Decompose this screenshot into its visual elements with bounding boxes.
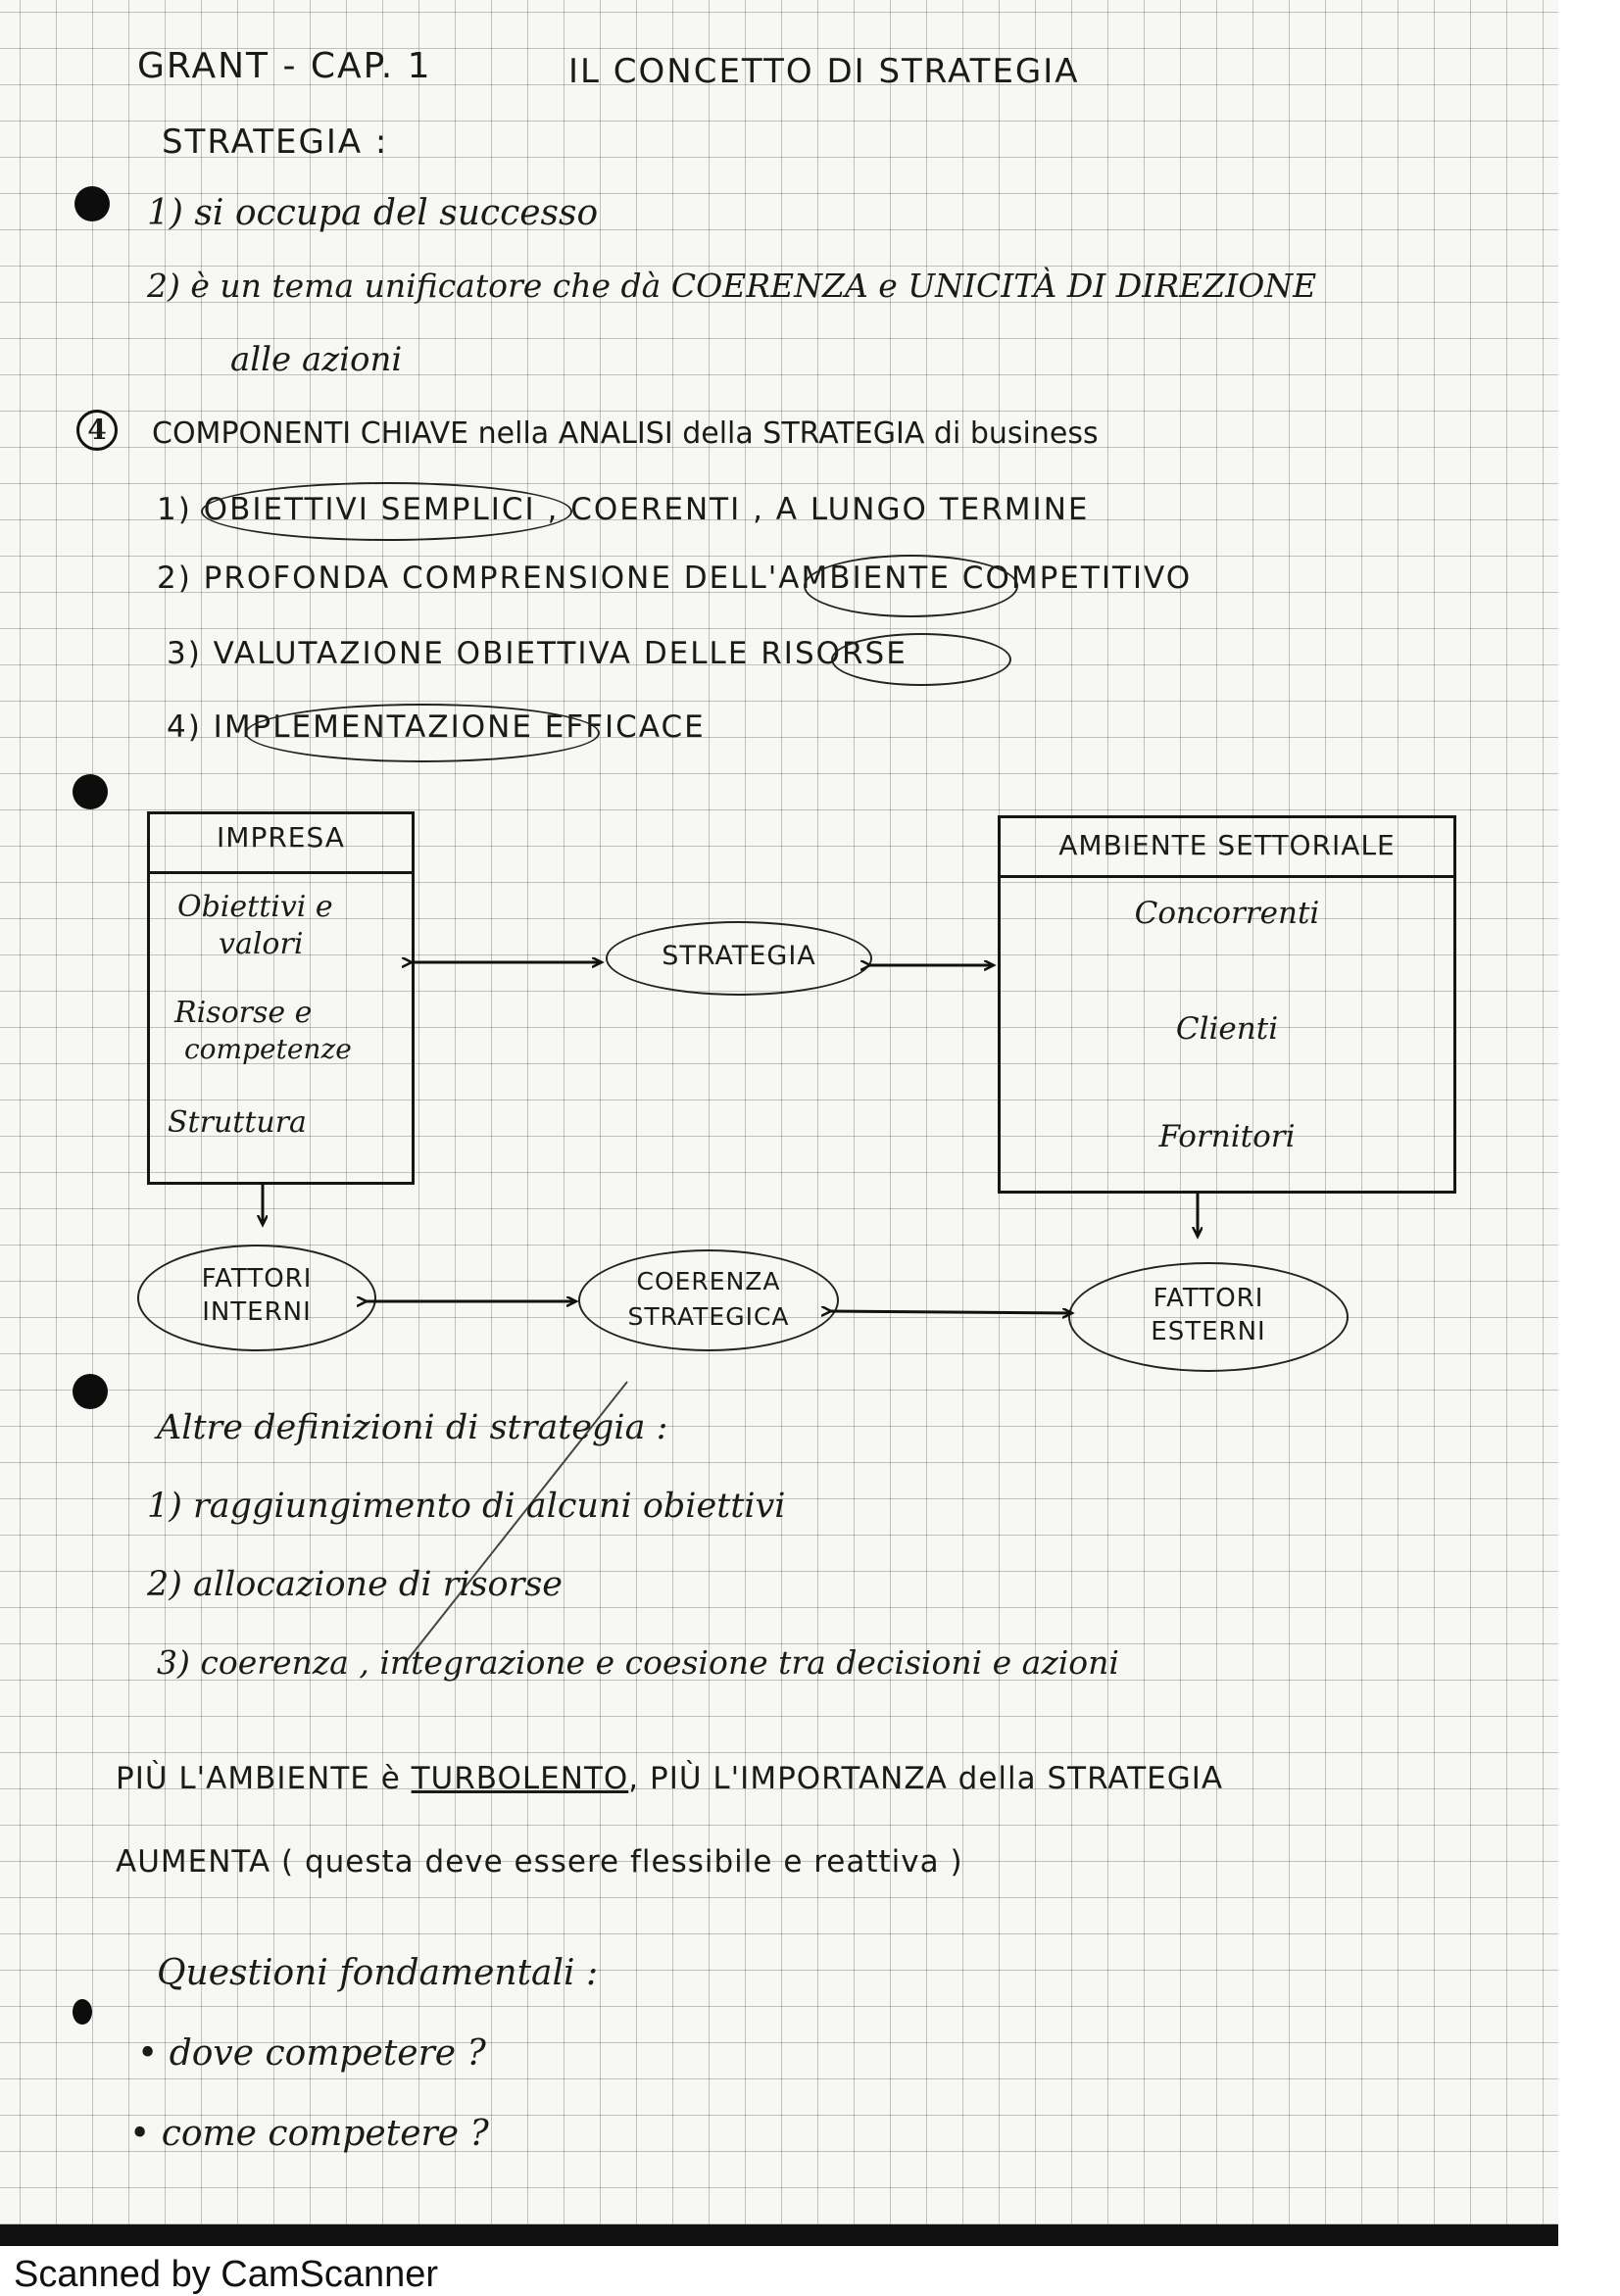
ambiente-row: Concorrenti	[1134, 896, 1320, 931]
fattori-esterni-line: FATTORI	[1153, 1284, 1264, 1313]
turbulence-line	[116, 1761, 1224, 1796]
component-item: 1) OBIETTIVI SEMPLICI , COERENTI , A LUNGO TERMINE	[157, 492, 1090, 527]
ambiente-row: Clienti	[1175, 1011, 1279, 1047]
definition-item: 2) allocazione di risorse	[147, 1565, 564, 1604]
component-item: 3) VALUTAZIONE OBIETTIVA DELLE RISORSE	[167, 636, 908, 671]
impresa-row: competenze	[184, 1033, 352, 1065]
definition-item: 3) coerenza , integrazione e coesione tra decisioni e azioni	[157, 1643, 1119, 1682]
component-item: 2) PROFONDA COMPRENSIONE DELL'AMBIENTE COMPETITIVO	[157, 561, 1193, 596]
turbulence-line: AUMENTA ( questa deve essere flessibile e reattiva )	[116, 1844, 963, 1880]
question-text: dove competere ?	[169, 2033, 486, 2074]
component-item: 4) IMPLEMENTAZIONE EFFICACE	[167, 709, 706, 745]
impresa-row: Struttura	[168, 1105, 307, 1140]
fattori-interni-line: FATTORI	[201, 1264, 313, 1294]
chapter-title: IL CONCETTO DI STRATEGIA	[568, 52, 1080, 91]
chapter-label: GRANT - CAP. 1	[137, 46, 432, 86]
questions-heading: Questioni fondamentali :	[157, 1953, 599, 1993]
coerenza-line: STRATEGICA	[627, 1302, 790, 1331]
strategia-node-label: STRATEGIA	[662, 941, 816, 971]
fattori-interni-line: INTERNI	[202, 1297, 312, 1327]
impresa-row: Obiettivi e	[177, 890, 333, 924]
turbulence-text: , PIÙ L'IMPORTANZA della STRATEGIA	[628, 1761, 1224, 1796]
impresa-row: Risorse e	[174, 996, 313, 1030]
question-text: come competere ?	[161, 2114, 489, 2154]
ambiente-title: AMBIENTE SETTORIALE	[1058, 829, 1396, 861]
intro-item: alle azioni	[230, 340, 403, 379]
arrow-coerenza-esterni	[831, 1311, 1072, 1313]
question-item: • dove competere ?	[137, 2033, 486, 2074]
impresa-title: IMPRESA	[217, 821, 345, 854]
strategia-label: STRATEGIA :	[162, 122, 389, 162]
intro-item: 1) si occupa del successo	[147, 193, 599, 233]
impresa-row: valori	[219, 927, 304, 961]
other-definitions-heading: Altre definizioni di strategia :	[157, 1408, 668, 1447]
definition-item: 1) raggiungimento di alcuni obiettivi	[147, 1487, 786, 1526]
question-item: • come competere ?	[129, 2114, 489, 2154]
coerenza-line: COERENZA	[636, 1267, 781, 1295]
scanner-watermark: Scanned by CamScanner	[14, 2254, 439, 2295]
fattori-esterni-line: ESTERNI	[1151, 1317, 1266, 1346]
circled-number: 4	[76, 410, 118, 451]
components-heading: COMPONENTI CHIAVE nella ANALISI della STRATEGIA di business	[152, 416, 1099, 451]
intro-item: 2) è un tema unificatore che dà COERENZA e UNICITÀ DI DIREZIONE	[147, 267, 1317, 305]
turbulento-word: TURBOLENTO	[411, 1761, 629, 1796]
ambiente-row: Fornitori	[1158, 1119, 1296, 1154]
turbulence-text: PIÙ L'AMBIENTE è	[116, 1761, 401, 1796]
